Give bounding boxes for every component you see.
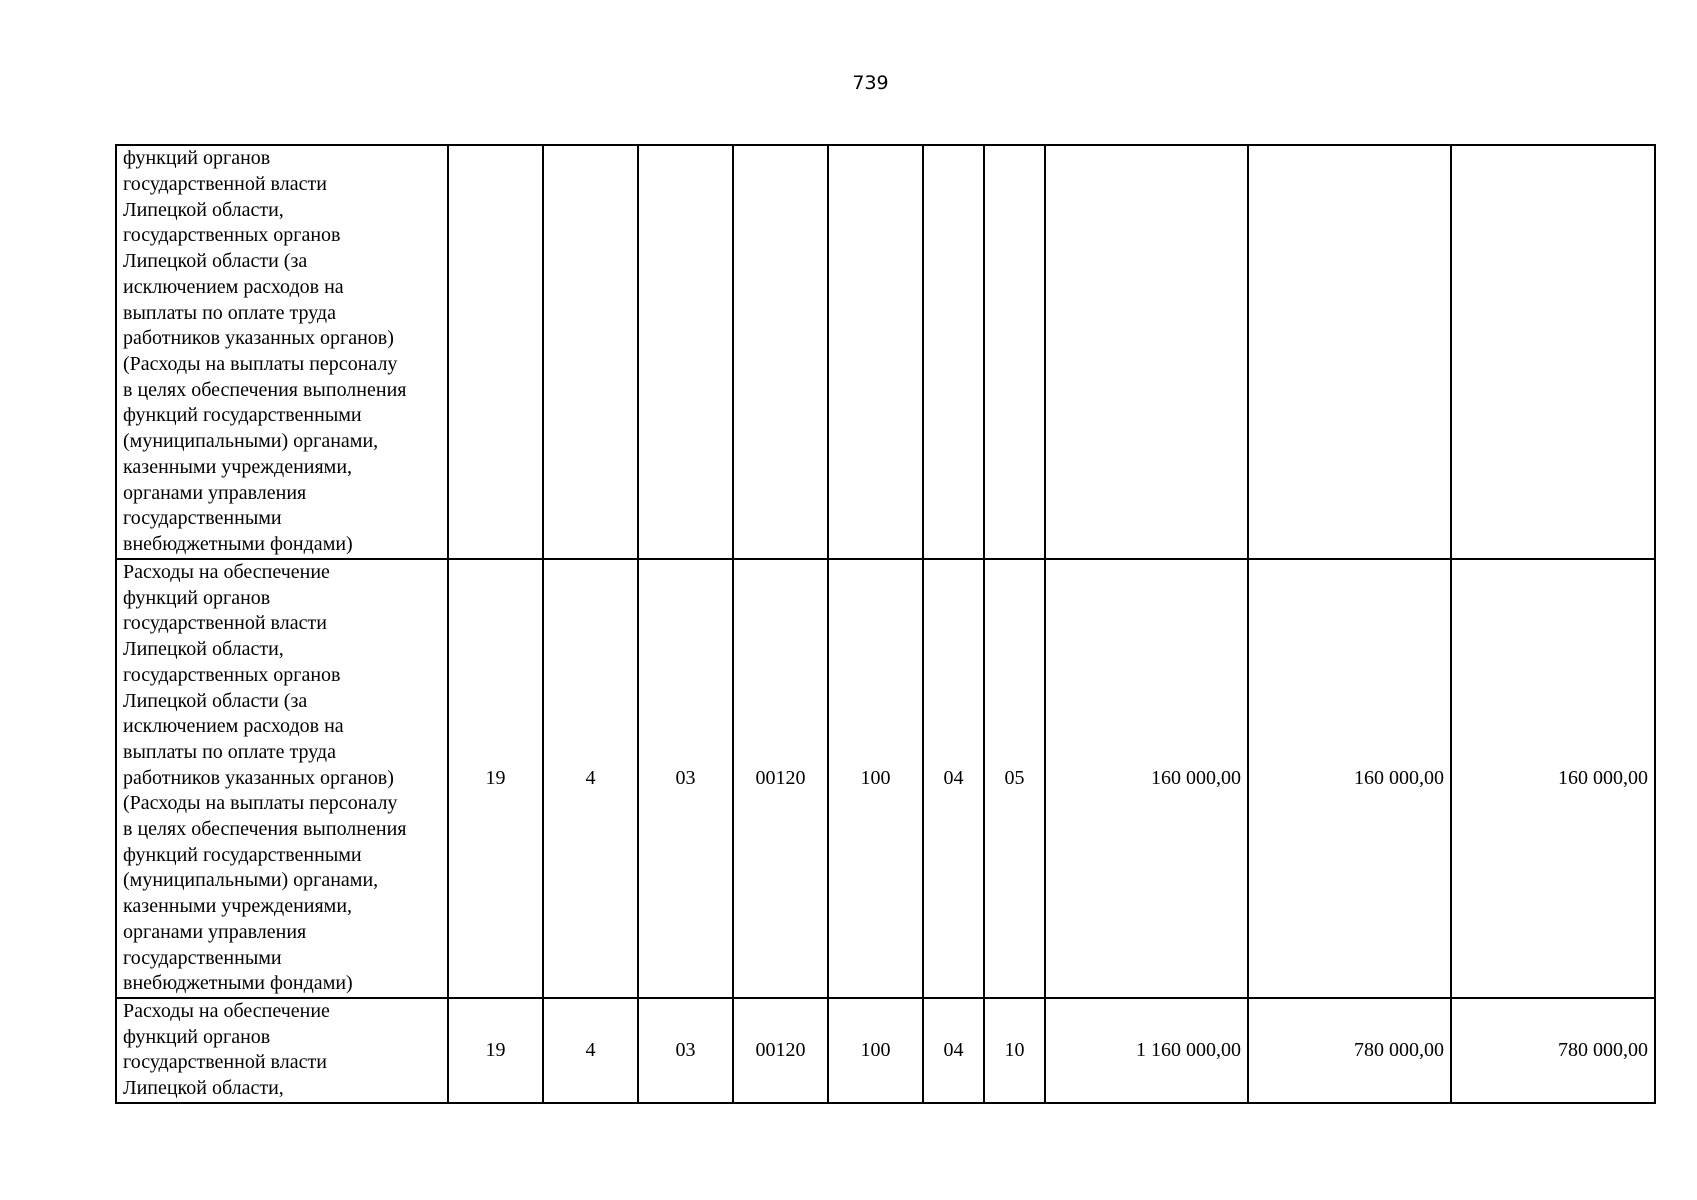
cell-section: 04 bbox=[923, 559, 984, 998]
row-description: Расходы на обеспечение функций органов государственной власти Липецкой области, bbox=[116, 998, 448, 1103]
cell-subprogram-code bbox=[638, 145, 733, 559]
table-row bbox=[116, 145, 1655, 559]
cell-section bbox=[923, 145, 984, 559]
table-row bbox=[116, 998, 1655, 1103]
cell-admin-code: 19 bbox=[448, 998, 543, 1103]
cell-subsection bbox=[984, 145, 1045, 559]
cell-admin-code bbox=[448, 145, 543, 559]
cell-subsection: 10 bbox=[984, 998, 1045, 1103]
budget-table bbox=[115, 144, 1656, 1104]
cell-direction-code: 00120 bbox=[733, 998, 828, 1103]
cell-amount-year-2 bbox=[1248, 145, 1451, 559]
cell-amount-year-2: 160 000,00 bbox=[1248, 559, 1451, 998]
cell-amount-year-1: 1 160 000,00 bbox=[1045, 998, 1248, 1103]
cell-program-code: 4 bbox=[543, 559, 638, 998]
cell-amount-year-3: 780 000,00 bbox=[1451, 998, 1655, 1103]
table-row bbox=[116, 559, 1655, 998]
page-number: 739 bbox=[852, 72, 889, 94]
cell-amount-year-1: 160 000,00 bbox=[1045, 559, 1248, 998]
cell-program-code bbox=[543, 145, 638, 559]
cell-expense-type bbox=[828, 145, 923, 559]
cell-subprogram-code: 03 bbox=[638, 559, 733, 998]
cell-amount-year-3 bbox=[1451, 145, 1655, 559]
cell-amount-year-3: 160 000,00 bbox=[1451, 559, 1655, 998]
cell-expense-type: 100 bbox=[828, 998, 923, 1103]
row-description: Расходы на обеспечение функций органов государственной власти Липецкой области, государственных органов Липецкой области (за исключением расходов на выплаты по оплате труда работников указанных органов) (Расходы на выплаты персоналу в целях обеспечения выполнения функций государственными (муниципальными) органами, казенными учреждениями, органами управления государственными внебюджетными фондами) bbox=[116, 559, 448, 998]
cell-amount-year-1 bbox=[1045, 145, 1248, 559]
cell-amount-year-2: 780 000,00 bbox=[1248, 998, 1451, 1103]
cell-direction-code bbox=[733, 145, 828, 559]
cell-subprogram-code: 03 bbox=[638, 998, 733, 1103]
cell-expense-type: 100 bbox=[828, 559, 923, 998]
cell-direction-code: 00120 bbox=[733, 559, 828, 998]
cell-admin-code: 19 bbox=[448, 559, 543, 998]
cell-section: 04 bbox=[923, 998, 984, 1103]
cell-subsection: 05 bbox=[984, 559, 1045, 998]
cell-program-code: 4 bbox=[543, 998, 638, 1103]
row-description: функций органов государственной власти Липецкой области, государственных органов Липецкой области (за исключением расходов на выплаты по оплате труда работников указанных органов) (Расходы на выплаты персоналу в целях обеспечения выполнения функций государственными (муниципальными) органами, казенными учреждениями, органами управления государственными внебюджетными фондами) bbox=[116, 145, 448, 559]
